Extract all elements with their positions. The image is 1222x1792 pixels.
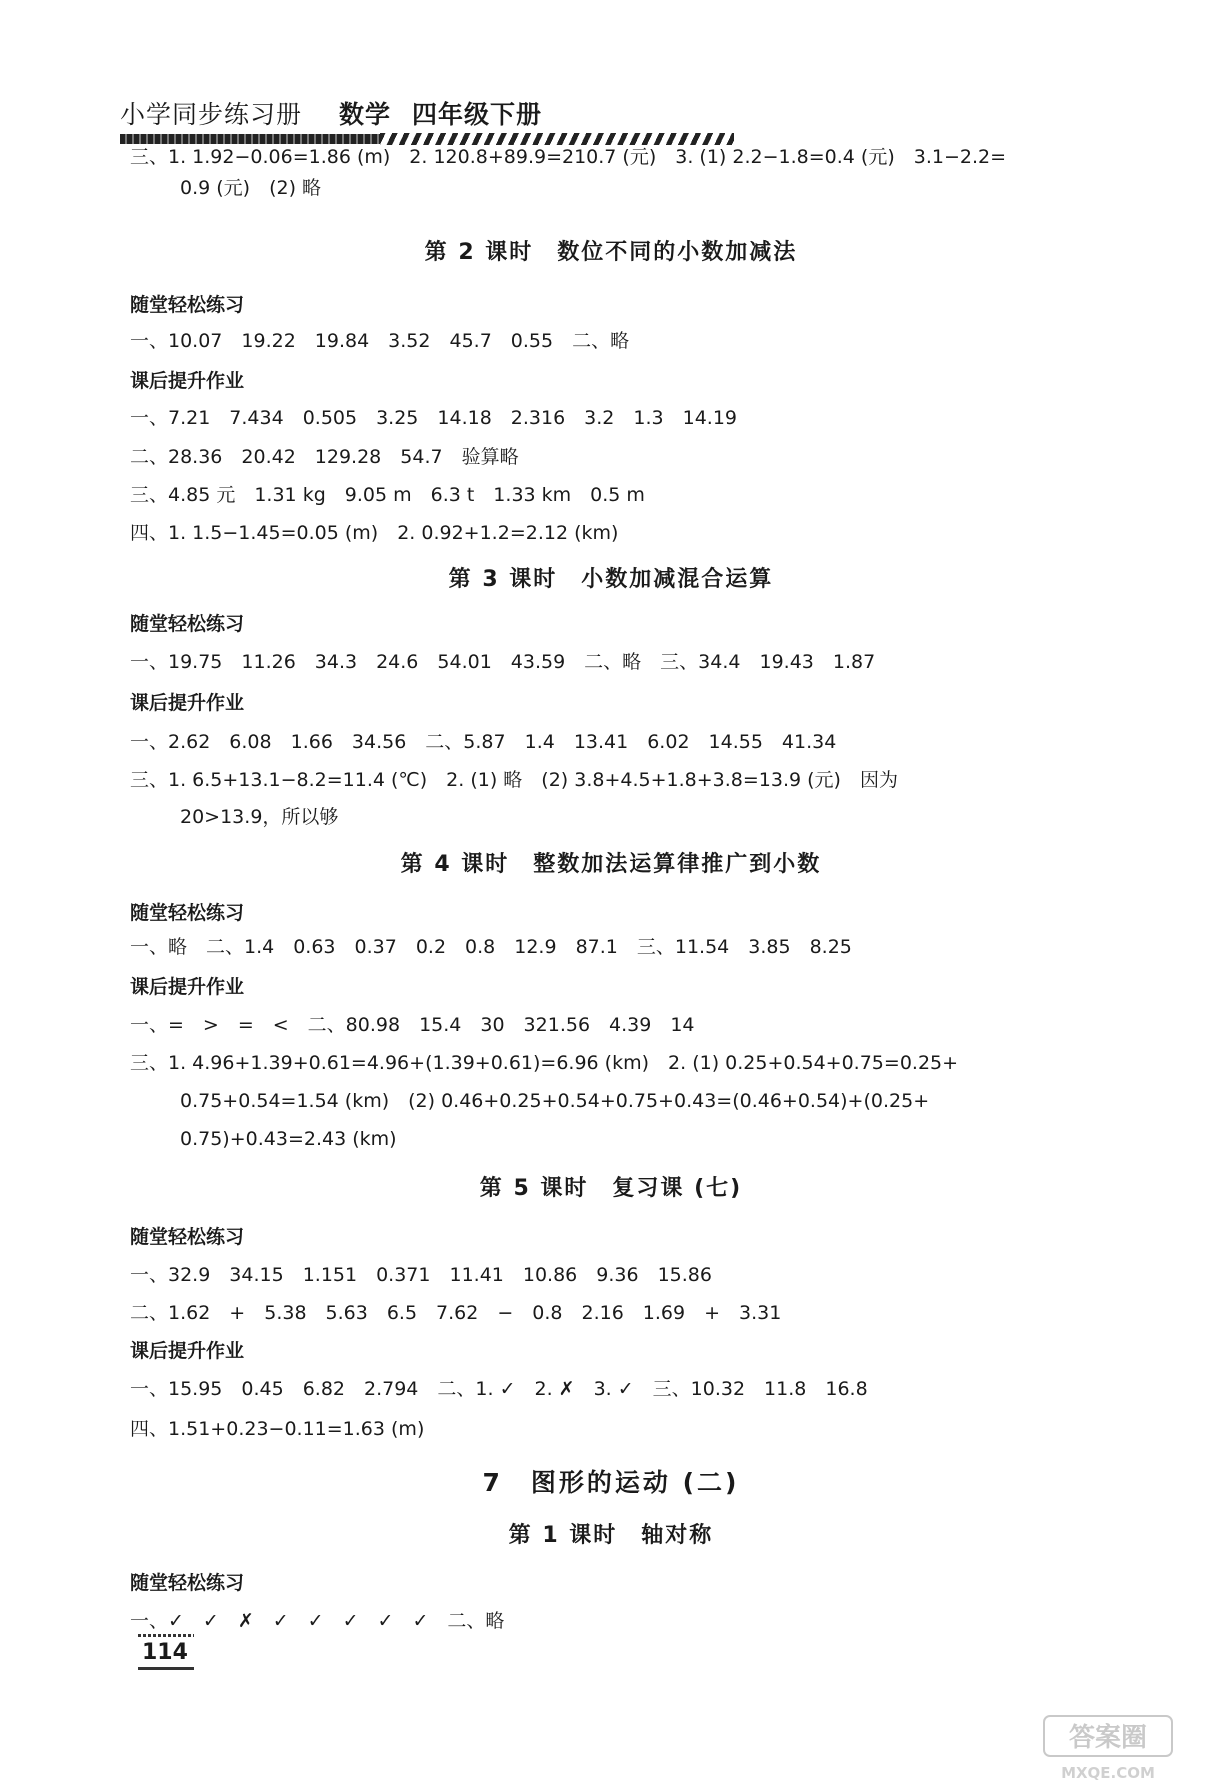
section-label: 课后提升作业: [130, 976, 245, 998]
answer-line: 一、略 二、1.4 0.63 0.37 0.2 0.8 12.9 87.1 三、11.54 3.85 8.25: [130, 936, 852, 958]
answer-line: 一、19.75 11.26 34.3 24.6 54.01 43.59 二、略 三、34.4 19.43 1.87: [130, 651, 876, 673]
watermark-logo: [1042, 1712, 1174, 1784]
page-number: 114: [138, 1640, 194, 1670]
answer-line: 三、1. 1.92−0.06=1.86 (m) 2. 120.8+89.9=210.7 (元) 3. (1) 2.2−1.8=0.4 (元) 3.1−2.2=: [130, 146, 1007, 168]
answer-line: 三、1. 6.5+13.1−8.2=11.4 (℃) 2. (1) 略 (2) 3.8+4.5+1.8+3.8=13.9 (元) 因为: [130, 769, 898, 791]
section-label: 随堂轻松练习: [130, 902, 245, 924]
section-label: 随堂轻松练习: [130, 1572, 245, 1594]
answer-line: 四、1. 1.5−1.45=0.05 (m) 2. 0.92+1.2=2.12 (km): [130, 522, 619, 544]
answer-line: 20>13.9，所以够: [180, 806, 339, 828]
book-series: 小学同步练习册: [120, 100, 303, 129]
answer-line: 二、28.36 20.42 129.28 54.7 验算略: [130, 446, 519, 468]
section-label: 随堂轻松练习: [130, 294, 245, 316]
section-label: 课后提升作业: [130, 1340, 245, 1362]
unit-heading: 7 图形的运动 (二): [482, 1468, 740, 1497]
running-header: [120, 95, 542, 131]
watermark-url: MXQE.COM: [1061, 1764, 1155, 1782]
section-label: 课后提升作业: [130, 370, 245, 392]
section-label: 课后提升作业: [130, 692, 245, 714]
answer-line: 0.75)+0.43=2.43 (km): [180, 1128, 397, 1150]
section-label: 随堂轻松练习: [130, 1226, 245, 1248]
answer-line: 二、1.62 + 5.38 5.63 6.5 7.62 − 0.8 2.16 1.69 + 3.31: [130, 1302, 782, 1324]
answer-line: 0.9 (元) (2) 略: [180, 177, 322, 199]
section-label: 随堂轻松练习: [130, 613, 245, 635]
answer-line: 一、2.62 6.08 1.66 34.56 二、5.87 1.4 13.41 6.02 14.55 41.34: [130, 731, 837, 753]
watermark-title: 答案圈: [1068, 1723, 1148, 1753]
answer-line: 0.75+0.54=1.54 (km) (2) 0.46+0.25+0.54+0.75+0.43=(0.46+0.54)+(0.25+: [180, 1090, 930, 1112]
grade: 四年级下册: [411, 100, 542, 129]
answer-line: 三、4.85 元 1.31 kg 9.05 m 6.3 t 1.33 km 0.5 m: [130, 484, 645, 506]
answer-line: 一、10.07 19.22 19.84 3.52 45.7 0.55 二、略: [130, 330, 630, 352]
subject: 数学: [338, 100, 391, 129]
lesson-heading: 第 5 课时 复习课 (七): [479, 1176, 743, 1201]
header-rule-pattern: [380, 133, 734, 145]
answer-line: 四、1.51+0.23−0.11=1.63 (m): [130, 1418, 425, 1440]
answer-line: 一、15.95 0.45 6.82 2.794 二、1. ✓ 2. ✗ 3. ✓ 三、10.32 11.8 16.8: [130, 1378, 868, 1400]
answer-line: 三、1. 4.96+1.39+0.61=4.96+(1.39+0.61)=6.96 (km) 2. (1) 0.25+0.54+0.75=0.25+: [130, 1052, 959, 1074]
answer-line: 一、7.21 7.434 0.505 3.25 14.18 2.316 3.2 1.3 14.19: [130, 407, 738, 429]
answer-line: 一、✓ ✓ ✗ ✓ ✓ ✓ ✓ ✓ 二、略: [130, 1610, 505, 1632]
answer-line: 一、32.9 34.15 1.151 0.371 11.41 10.86 9.36 15.86: [130, 1264, 712, 1286]
lesson-heading: 第 2 课时 数位不同的小数加减法: [424, 240, 798, 265]
lesson-heading: 第 4 课时 整数加法运算律推广到小数: [400, 852, 822, 877]
answer-line: 一、= > = < 二、80.98 15.4 30 321.56 4.39 14: [130, 1014, 695, 1036]
lesson-heading: 第 1 课时 轴对称: [508, 1523, 714, 1548]
lesson-heading: 第 3 课时 小数加减混合运算: [448, 567, 774, 592]
